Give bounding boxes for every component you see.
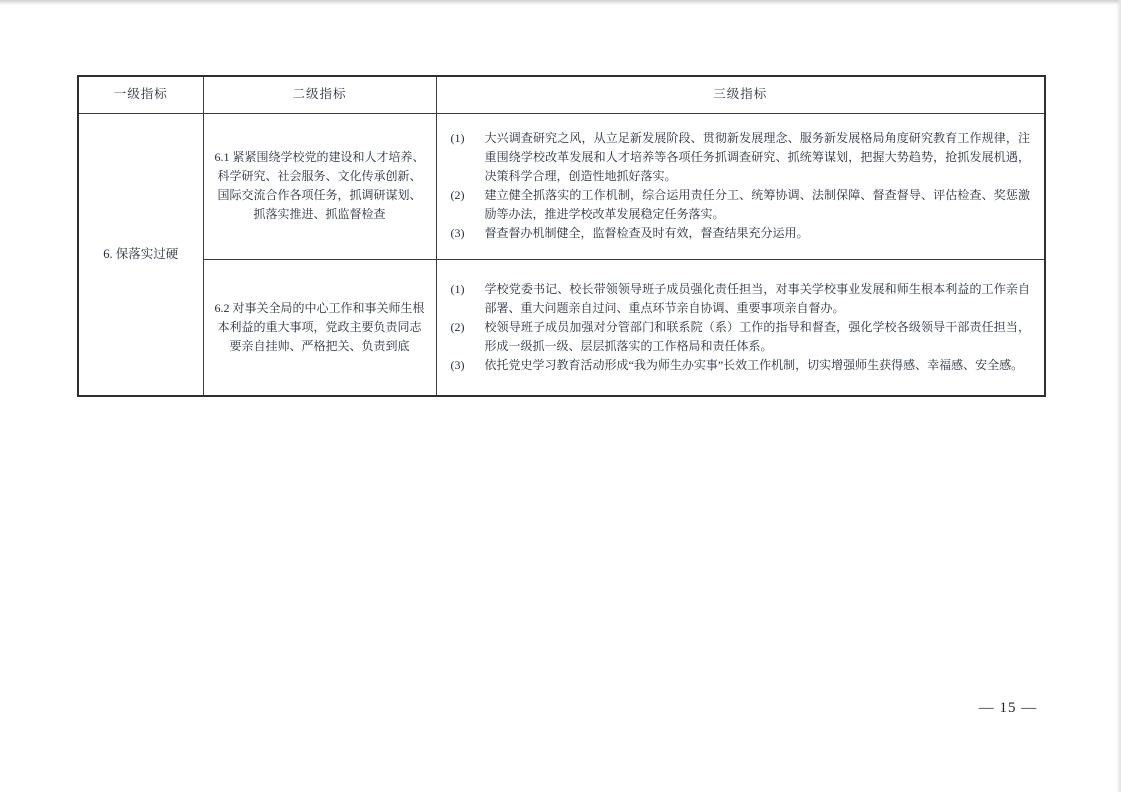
list-item-text: 建立健全抓落实的工作机制，综合运用责任分工、统筹协调、法制保障、督查督导、评估检查、奖惩激励等办法，推进学校改革发展稳定任务落实。 bbox=[484, 188, 1030, 221]
list-item bbox=[451, 318, 1031, 356]
table-row-6-2 bbox=[78, 259, 1045, 396]
list-item-marker: (3) bbox=[450, 226, 465, 240]
list-item bbox=[451, 224, 1031, 243]
level3-cell-6-2 bbox=[436, 259, 1045, 396]
list-item-marker: (1) bbox=[450, 131, 465, 145]
list-item-text: 学校党委书记、校长带领领导班子成员强化责任担当，对事关学校事业发展和师生根本利益的工作亲自部署、重大问题亲自过问、重点环节亲自协调、重要事项亲自督办。 bbox=[484, 281, 1030, 315]
level2-cell-6-2: 6.2 对事关全局的中心工作和事关师生根本利益的重大事项，党政主要负责同志要亲自挂帅、严格把关、负责到底 bbox=[203, 259, 436, 396]
level3-cell-6-1 bbox=[436, 113, 1045, 259]
list-item bbox=[451, 280, 1031, 318]
list-item bbox=[451, 129, 1031, 186]
list-item-marker: (3) bbox=[450, 357, 465, 372]
list-item-text: 大兴调查研究之风，从立足新发展阶段、贯彻新发展理念、服务新发展格局角度研究教育工作规律，注重围绕学校改革发展和人才培养等各项任务抓调查研究、抓统筹谋划，把握大势趋势，抢抓发展机遇，决策科学合理，创造性地抓好落实。 bbox=[484, 131, 1030, 183]
list-item-text: 校领导班子成员加强对分管部门和联系院（系）工作的指导和督查，强化学校各级领导干部责任担当，形成一级抓一级、层层抓落实的工作格局和责任体系。 bbox=[484, 319, 1030, 353]
header-level3-indicator: 三级指标 bbox=[436, 76, 1045, 113]
table-row-6-1 bbox=[78, 113, 1045, 259]
list-item bbox=[451, 356, 1031, 375]
scan-edge-top bbox=[0, 0, 1121, 5]
list-item-marker: (2) bbox=[450, 319, 465, 334]
header-level2-indicator: 二级指标 bbox=[203, 76, 436, 113]
list-item bbox=[451, 186, 1031, 224]
level2-cell-6-1: 6.1 紧紧围绕学校党的建设和人才培养、科学研究、社会服务、文化传承创新、国际交流合作各项任务，抓调研谋划、抓落实推进、抓监督检查 bbox=[203, 113, 436, 259]
table-header-row bbox=[78, 76, 1045, 113]
list-item-marker: (1) bbox=[450, 281, 465, 296]
list-item-text: 督查督办机制健全，监督检查及时有效，督查结果充分运用。 bbox=[484, 226, 809, 240]
indicator-table bbox=[77, 75, 1046, 397]
page-number: — 15 — bbox=[978, 700, 1038, 716]
list-item-text: 依托党史学习教育活动形成“我为师生办实事”长效工作机制，切实增强师生获得感、幸福感、安全感。 bbox=[484, 357, 1024, 372]
header-level1-indicator: 一级指标 bbox=[78, 76, 203, 113]
scan-edge-right bbox=[1116, 0, 1121, 792]
level1-cell: 6. 保落实过硬 bbox=[78, 113, 203, 396]
list-item-marker: (2) bbox=[450, 188, 465, 202]
